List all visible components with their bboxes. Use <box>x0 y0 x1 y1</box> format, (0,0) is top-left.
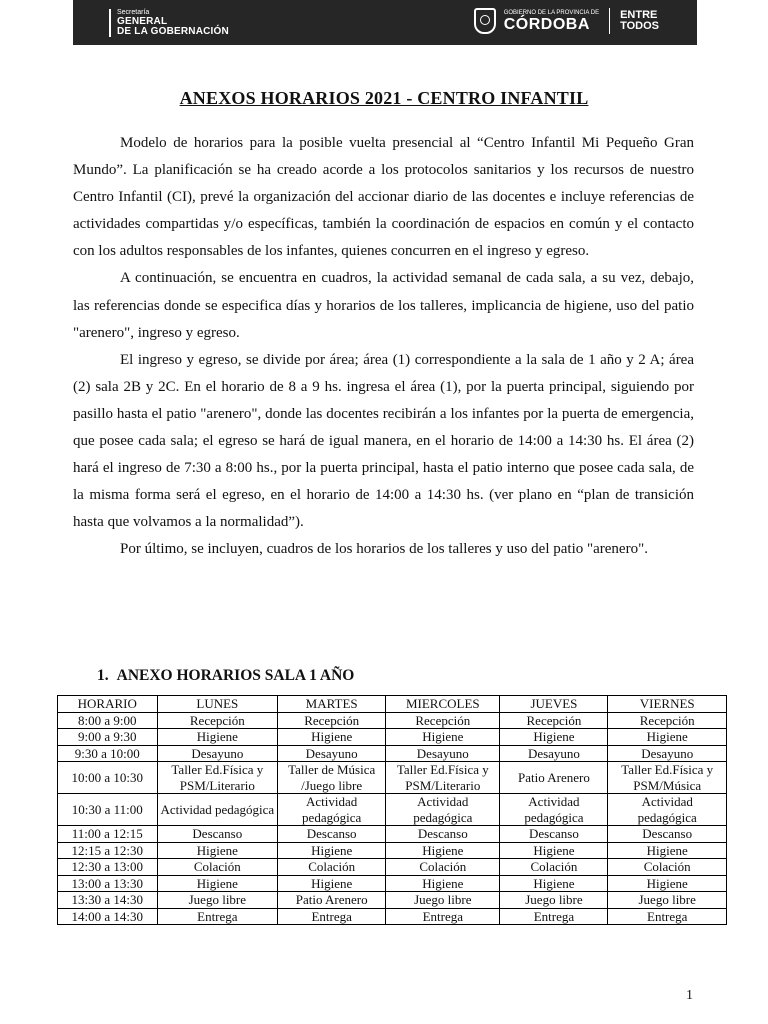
activity-cell: Desayuno <box>386 745 500 762</box>
activity-cell: Actividad pedagógica <box>608 794 727 826</box>
section-number: 1. <box>97 667 109 684</box>
secretaria-logo <box>109 9 229 37</box>
activity-cell: Desayuno <box>608 745 727 762</box>
activity-cell: Taller de Música /Juego libre <box>278 762 386 794</box>
activity-cell: Higiene <box>386 842 500 859</box>
time-cell: 12:15 a 12:30 <box>58 842 158 859</box>
activity-cell: Entrega <box>278 908 386 925</box>
activity-cell: Descanso <box>278 826 386 843</box>
time-cell: 13:00 a 13:30 <box>58 875 158 892</box>
activity-cell: Higiene <box>386 875 500 892</box>
activity-cell: Higiene <box>608 875 727 892</box>
table-row <box>58 826 727 843</box>
activity-cell: Entrega <box>157 908 278 925</box>
paragraph-final: Por último, se incluyen, cuadros de los horarios de los talleres y uso del patio "arenero". <box>120 541 648 558</box>
paragraph-intro: Modelo de horarios para la posible vuelta presencial al “Centro Infantil Mi Pequeño Gran Mundo”. La planificación se ha creado acorde a los protocolos sanitarios y los recursos de nuestro Centro Infantil (CI), prevé la organización del accionar diario de las docentes e incluye referencias de actividades compartidas y/o específicas, también la coordinación de espacios en común y el contacto con los adultos responsables de los infantes, quienes concurren en el ingreso y egreso. <box>73 135 694 260</box>
activity-cell: Desayuno <box>278 745 386 762</box>
activity-cell: Higiene <box>500 842 608 859</box>
activity-cell: Colación <box>608 859 727 876</box>
activity-cell: Juego libre <box>608 892 727 909</box>
activity-cell: Recepción <box>500 712 608 729</box>
activity-cell: Colación <box>500 859 608 876</box>
activity-cell: Entrega <box>500 908 608 925</box>
activity-cell: Higiene <box>278 842 386 859</box>
time-cell: 8:00 a 9:00 <box>58 712 158 729</box>
time-cell: 9:00 a 9:30 <box>58 729 158 746</box>
table-row <box>58 745 727 762</box>
table-row <box>58 712 727 729</box>
time-cell: 10:00 a 10:30 <box>58 762 158 794</box>
activity-cell: Juego libre <box>157 892 278 909</box>
activity-cell: Colación <box>157 859 278 876</box>
activity-cell: Higiene <box>157 729 278 746</box>
activity-cell: Desayuno <box>500 745 608 762</box>
slogan-line1: ENTRE <box>620 9 658 21</box>
header-cell: VIERNES <box>608 696 727 713</box>
activity-cell: Higiene <box>157 875 278 892</box>
activity-cell: Juego libre <box>500 892 608 909</box>
activity-cell: Taller Ed.Física y PSM/Literario <box>157 762 278 794</box>
table-row <box>58 892 727 909</box>
activity-cell: Patio Arenero <box>500 762 608 794</box>
header-cell: LUNES <box>157 696 278 713</box>
secretaria-line1: GENERAL <box>117 16 168 27</box>
activity-cell: Higiene <box>608 729 727 746</box>
schedule-table <box>57 695 727 925</box>
activity-cell: Higiene <box>500 729 608 746</box>
gobierno-small-label: GOBIERNO DE LA PROVINCIA DE <box>503 9 600 16</box>
time-cell: 12:30 a 13:00 <box>58 859 158 876</box>
activity-cell: Recepción <box>278 712 386 729</box>
header-cell: MARTES <box>278 696 386 713</box>
activity-cell: Descanso <box>386 826 500 843</box>
activity-cell: Descanso <box>608 826 727 843</box>
activity-cell: Higiene <box>386 729 500 746</box>
table-header-row <box>58 696 727 713</box>
gobierno-province: CÓRDOBA <box>503 15 590 33</box>
coat-of-arms-icon <box>474 8 496 34</box>
document-title: ANEXOS HORARIOS 2021 - CENTRO INFANTIL <box>179 88 589 108</box>
secretaria-small-label: Secretaría <box>117 9 150 16</box>
activity-cell: Desayuno <box>157 745 278 762</box>
time-cell: 9:30 a 10:00 <box>58 745 158 762</box>
section-heading <box>97 667 354 685</box>
activity-cell: Actividad pedagógica <box>157 794 278 826</box>
logo-divider <box>109 9 111 37</box>
header-cell: MIERCOLES <box>386 696 500 713</box>
activity-cell: Descanso <box>157 826 278 843</box>
activity-cell: Colación <box>386 859 500 876</box>
activity-cell: Higiene <box>278 875 386 892</box>
header-cell: HORARIO <box>58 696 158 713</box>
secretaria-line2: DE LA GOBERNACIÓN <box>117 26 229 37</box>
table-row <box>58 794 727 826</box>
activity-cell: Juego libre <box>386 892 500 909</box>
slogan-line2: TODOS <box>620 20 659 32</box>
activity-cell: Recepción <box>386 712 500 729</box>
table-row <box>58 729 727 746</box>
activity-cell: Actividad pedagógica <box>386 794 500 826</box>
activity-cell: Taller Ed.Física y PSM/Literario <box>386 762 500 794</box>
table-row <box>58 908 727 925</box>
activity-cell: Higiene <box>500 875 608 892</box>
paragraph-ingreso-egreso: El ingreso y egreso, se divide por área; área (1) correspondiente a la sala de 1 año y 2 A; área (2) sala 2B y 2C. En el horario de 8 a 9 hs. ingresa el área (1), por la puerta principal, siguiendo por pasillo hasta el patio "arenero", donde las docentes recibirán a los infantes por la puerta de emergencia, que posee cada sala; el egreso se hará de igual manera, en el horario de 14:00 a 14:30 hs. El área (2) hará el ingreso de 7:30 a 8:00 hs., por la puerta principal, hasta el patio interno que posee cada sala, de la misma forma será el egreso, en el horario de 14:00 a 14:30 hs. (ver plano en “plan de transición hasta que volvamos a la normalidad”). <box>73 351 694 531</box>
activity-cell: Entrega <box>386 908 500 925</box>
activity-cell: Entrega <box>608 908 727 925</box>
logo-separator <box>609 8 610 34</box>
document-body <box>73 130 694 564</box>
time-cell: 13:30 a 14:30 <box>58 892 158 909</box>
table-row <box>58 842 727 859</box>
header-cell: JUEVES <box>500 696 608 713</box>
paragraph-continuation: A continuación, se encuentra en cuadros, la actividad semanal de cada sala, a su vez, debajo, las referencias donde se especifica días y horarios de los talleres, implicancia de higiene, uso del patio "arenero", ingreso y egreso. <box>73 270 694 341</box>
time-cell: 10:30 a 11:00 <box>58 794 158 826</box>
time-cell: 11:00 a 12:15 <box>58 826 158 843</box>
activity-cell: Patio Arenero <box>278 892 386 909</box>
schedule-table-body <box>58 712 727 925</box>
activity-cell: Higiene <box>608 842 727 859</box>
gobierno-logo <box>474 8 659 34</box>
activity-cell: Actividad pedagógica <box>278 794 386 826</box>
activity-cell: Recepción <box>157 712 278 729</box>
header-banner <box>73 0 697 45</box>
table-row <box>58 762 727 794</box>
activity-cell: Recepción <box>608 712 727 729</box>
activity-cell: Descanso <box>500 826 608 843</box>
time-cell: 14:00 a 14:30 <box>58 908 158 925</box>
activity-cell: Taller Ed.Física y PSM/Música <box>608 762 727 794</box>
activity-cell: Actividad pedagógica <box>500 794 608 826</box>
table-row <box>58 875 727 892</box>
activity-cell: Colación <box>278 859 386 876</box>
activity-cell: Higiene <box>278 729 386 746</box>
page-number: 1 <box>686 988 693 1003</box>
section-title-text: ANEXO HORARIOS SALA 1 AÑO <box>116 667 355 684</box>
activity-cell: Higiene <box>157 842 278 859</box>
table-row <box>58 859 727 876</box>
